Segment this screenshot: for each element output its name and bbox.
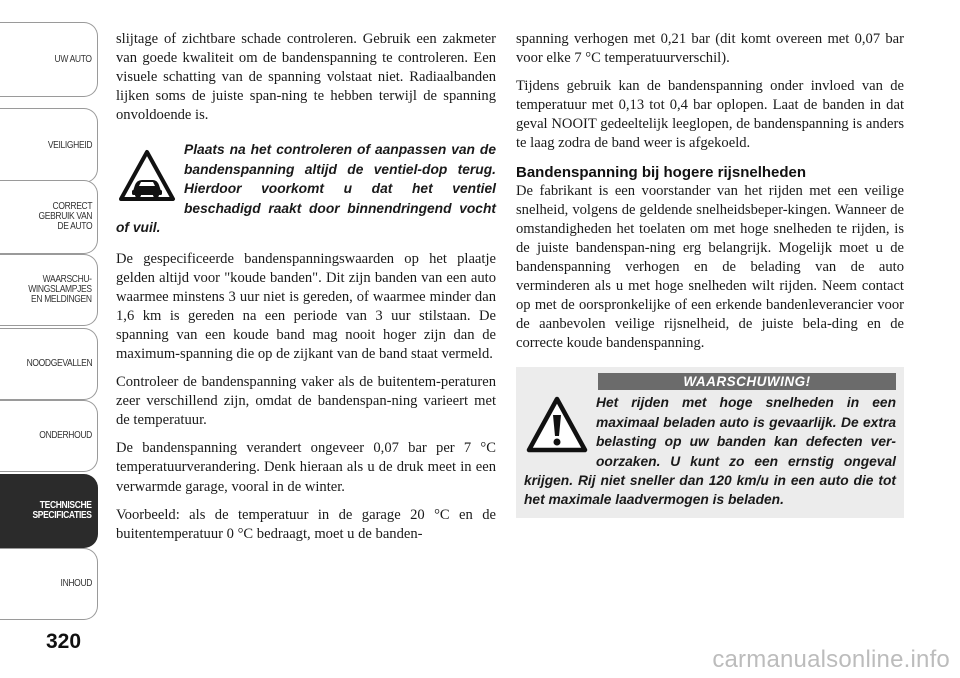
paragraph: spanning verhogen met 0,21 bar (dit komt overeen met 0,07 bar voor elke 7 °C temperatuurverschil). xyxy=(516,31,904,67)
paragraph: slijtage of zichtbare schade controleren. Gebruik een zakmeter van goede kwaliteit om de bandenspanning te controleren. Een visuele schatting van de spanning volstaat niet. Radiaalbanden lijken soms de juiste span-ning te hebben terwijl de spanning onvoldoende is. xyxy=(116,31,496,124)
tab-onderhoud[interactable] xyxy=(0,400,98,472)
warning-text: Het rijden met hoge snelheden in een maximaal beladen auto is gevaarlijk. De extra belasting op uw banden kan defecten ver-oorzaken. U kunt zo een ernstig ongeval krijgen. Rij niet sneller dan 120 km/u in een auto die tot het maximale laadvermogen is beladen. xyxy=(524,395,896,508)
tab-inhoud[interactable] xyxy=(0,548,98,620)
tab-waarschuwingslampjes[interactable] xyxy=(0,254,98,326)
caution-note xyxy=(116,134,496,237)
paragraph: Voorbeeld: als de temperatuur in de garage 20 °C en de buitentemperatuur 0 °C bedraagt, moet u de banden- xyxy=(116,506,496,542)
warning-box xyxy=(516,367,904,517)
tab-label: UW AUTO xyxy=(54,53,92,65)
watermark: carmanualsonline.info xyxy=(712,646,950,673)
tab-label: NOODGEVALLEN xyxy=(26,358,92,369)
paragraph: De gespecificeerde bandenspanningswaarden op het plaatje gelden altijd voor "koude banden". Dit zijn banden van een auto waarmee minstens 3 uur niet is gereden, of waarmee minder dan 1,6 km is gereden na een periode van 3 uur stilstaan. De spanning van een koude band mag nooit hoger zijn dan de maximum-spanning die op de zijkant van de band staat vermeld. xyxy=(116,250,496,362)
paragraph: Controleer de bandenspanning vaker als de buitentem-peraturen zeer verschillend zijn, omdat de bandenspan-ning varieert met de temperatuur. xyxy=(116,374,496,429)
tab-label: WAARSCHU- WINGSLAMPJES EN MELDINGEN xyxy=(28,274,92,305)
warning-title: WAARSCHUWING! xyxy=(598,373,896,390)
tab-noodgevallen[interactable] xyxy=(0,328,98,400)
tab-technische-specificaties[interactable] xyxy=(0,474,98,548)
tab-uw-auto[interactable] xyxy=(0,22,98,97)
paragraph: De bandenspanning verandert ongeveer 0,07 bar per 7 °C temperatuurverandering. Denk hieraan als u de druk meet in een verwarmde garage, vooral in de winter. xyxy=(116,440,496,495)
tab-label: ONDERHOUD xyxy=(39,430,92,441)
tab-veiligheid[interactable] xyxy=(0,108,98,183)
warning-triangle-icon xyxy=(524,393,590,457)
section-heading: Bandenspanning bij hogere rijsnelheden xyxy=(516,163,807,181)
left-column xyxy=(116,30,496,553)
page-number: 320 xyxy=(46,630,82,653)
right-column xyxy=(516,30,904,518)
paragraph: Tijdens gebruik kan de bandenspanning onder invloed van de temperatuur met 0,13 tot 0,4 bar oplopen. Laat de banden in dat geval NOOIT gedeeltelijk leeglopen, de bandenspanning is anders te laag zodra de band weer is afgekoeld. xyxy=(516,78,904,152)
car-caution-icon xyxy=(116,146,178,206)
caution-note-text: Plaats na het controleren of aanpassen van de bandenspanning altijd de ventiel-dop terug. Hierdoor voorkomt u dat het ventiel beschadigd raakt door binnendringend vocht of vuil. xyxy=(116,142,496,236)
tab-label: CORRECT GEBRUIK VAN DE AUTO xyxy=(38,201,92,232)
tab-label: TECHNISCHE SPECIFICATIES xyxy=(32,500,92,521)
paragraph: De fabrikant is een voorstander van het rijden met een veilige snelheid, volgens de geldende snelheidsbeper-kingen. Wanneer de omstandigheden het toelaten om met hoge snelheden te rijden, is de juiste bandenspan-ning erg belangrijk. Mogelijk moet u de bandenspanning verhogen en de belading van de auto verminderen als u met hoge snelheden wilt rijden. Neem contact op met de oorspronkelijke of een erkende bandenleverancier voor de aanbevolen veilige rijsnelheid, de juiste bela-ding en de correcte koude bandenspanning. xyxy=(516,182,904,352)
tab-correct-gebruik[interactable] xyxy=(0,180,98,254)
tab-label: VEILIGHEID xyxy=(47,139,92,151)
tab-label: INHOUD xyxy=(60,578,92,589)
